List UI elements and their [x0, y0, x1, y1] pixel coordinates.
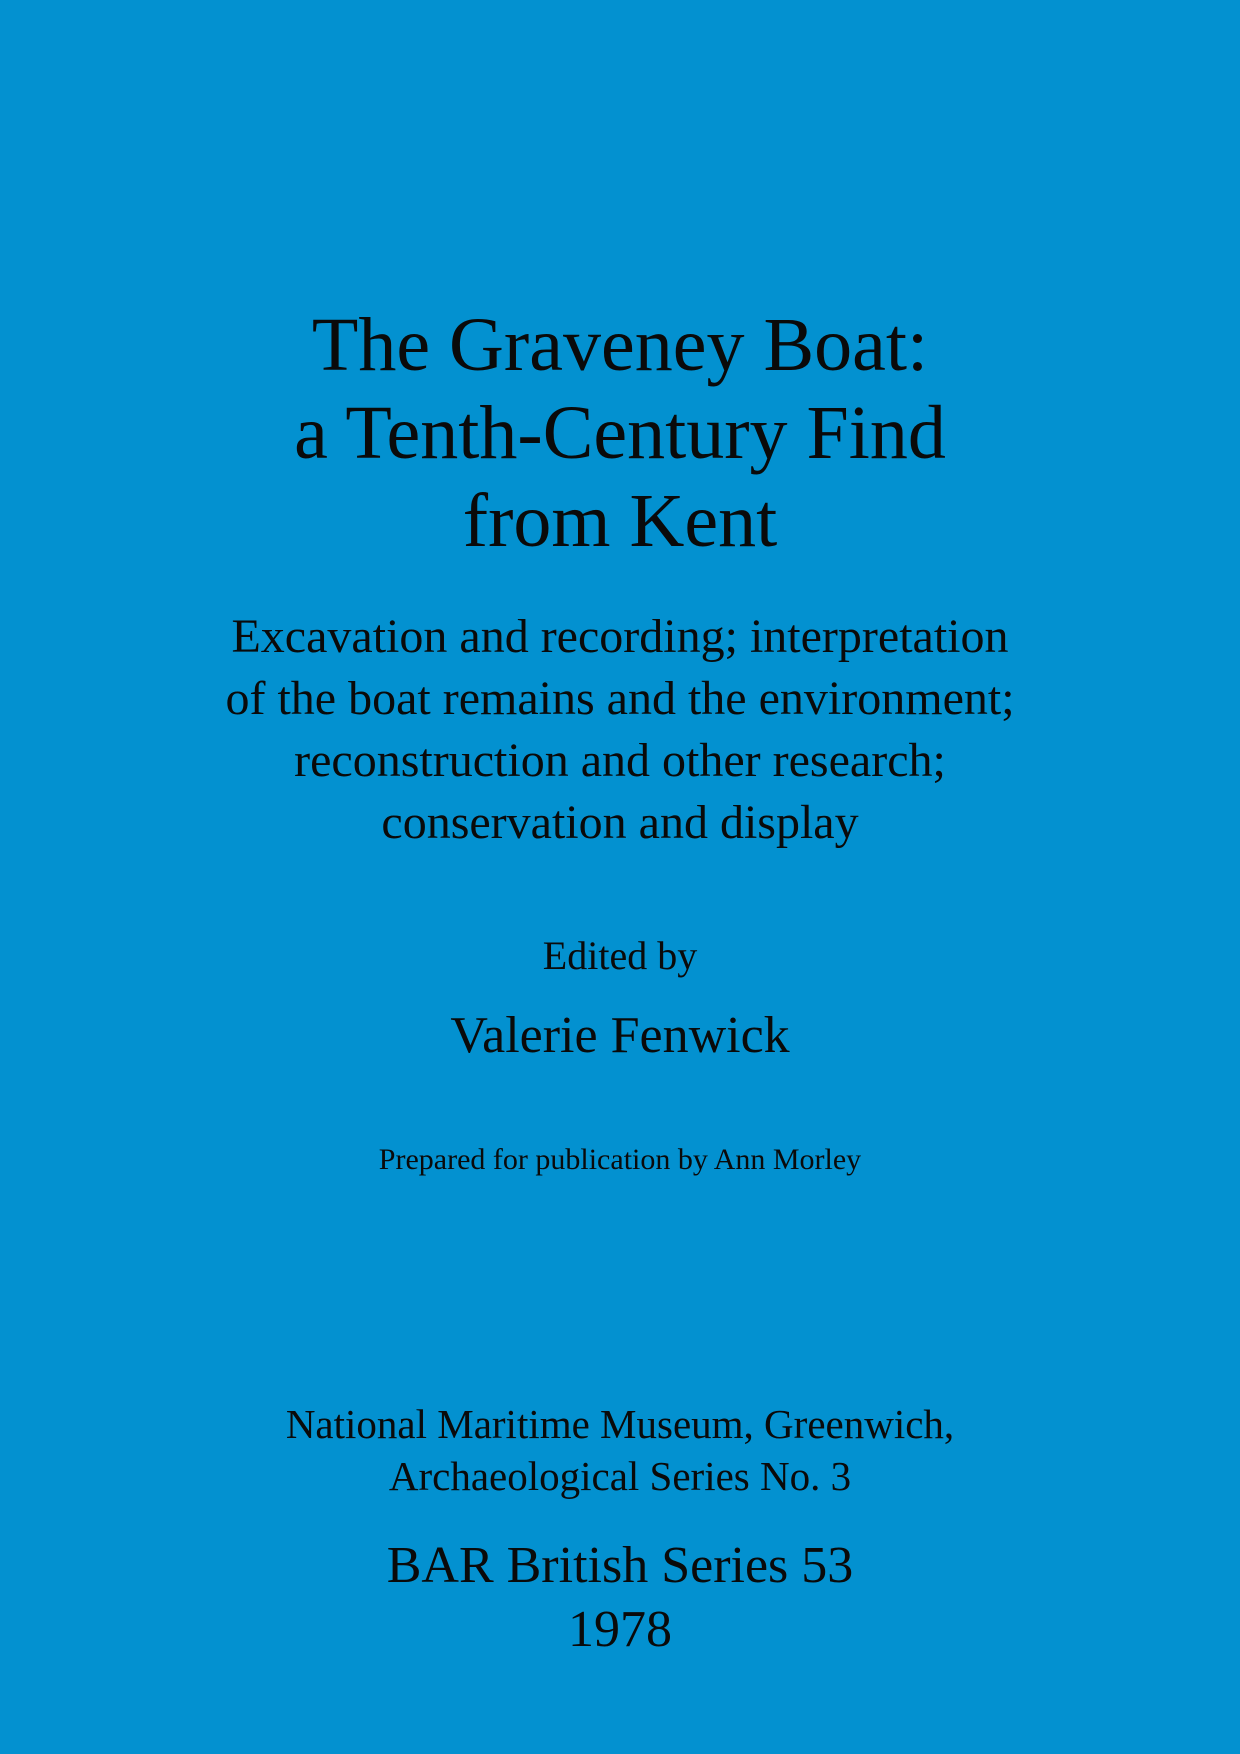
subtitle-line-3: reconstruction and other research;	[294, 734, 946, 787]
editor-name: Valerie Fenwick	[450, 1007, 790, 1064]
subtitle-line-1: Excavation and recording; interpretation	[231, 610, 1009, 663]
subtitle-line-2: of the boat remains and the environment;	[225, 672, 1015, 725]
series-line-2: Archaeological Series No. 3	[388, 1453, 852, 1499]
title-line-3: from Kent	[462, 479, 778, 563]
publication-year: 1978	[568, 1601, 672, 1658]
edited-by-label: Edited by	[542, 933, 698, 978]
prepared-by-note: Prepared for publication by Ann Morley	[378, 1143, 862, 1176]
subtitle-line-4: conservation and display	[381, 796, 859, 849]
title-line-1: The Graveney Boat:	[311, 303, 929, 387]
title-line-2: a Tenth-Century Find	[294, 391, 946, 475]
bar-series-number: BAR British Series 53	[386, 1537, 854, 1594]
series-line-1: National Maritime Museum, Greenwich,	[285, 1401, 955, 1447]
